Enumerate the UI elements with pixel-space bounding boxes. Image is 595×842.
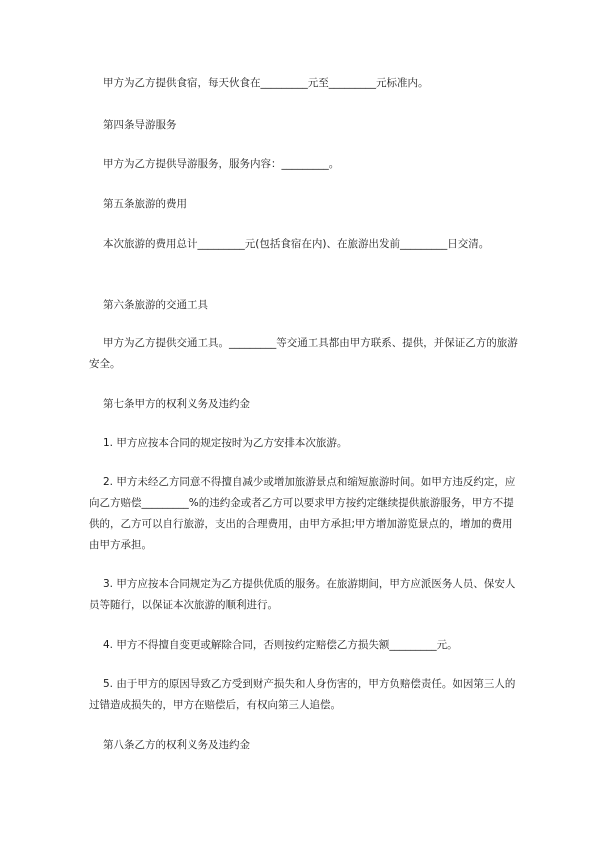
guide-service-clause: 甲方为乙方提供导游服务，服务内容：_________。 [103, 158, 340, 170]
article-8-heading: 第八条乙方的权利义务及违约金 [103, 739, 250, 751]
travel-fee-clause: 本次旅游的费用总计_________元(包括食宿在内)、在旅游出发前_________日交清。 [103, 238, 490, 250]
party-a-item-1: 1. 甲方应按本合同的规定按时为乙方安排本次旅游。 [103, 437, 348, 449]
party-a-item-2: 2. 甲方未经乙方同意不得擅自减少或增加旅游景点和缩短旅游时间。如甲方违反约定，应向乙方赔偿_________%的违约金或者乙方可以要求甲方按约定继续提供旅游服务，甲方不提供的，乙方可以自行旅游，支出的合理费用，由甲方承担;甲方增加游览景点的，增加的费用由甲方承担。 [89, 476, 516, 551]
article-6-heading: 第六条旅游的交通工具 [103, 299, 208, 311]
article-4-heading: 第四条导游服务 [103, 119, 177, 131]
meal-standard-clause: 甲方为乙方提供食宿，每天伙食在_________元至_________元标准内。 [103, 77, 429, 89]
transport-clause: 甲方为乙方提供交通工具。_________等交通工具都由甲方联系、提供，并保证乙方的旅游安全。 [89, 337, 518, 370]
article-5-heading: 第五条旅游的费用 [103, 198, 187, 210]
party-a-item-3: 3. 甲方应按本合同规定为乙方提供优质的服务。在旅游期间，甲方应派医务人员、保安人员等随行，以保证本次旅游的顺利进行。 [89, 578, 516, 611]
party-a-item-4: 4. 甲方不得擅自变更或解除合同，否则按约定赔偿乙方损失额_________元。 [103, 639, 458, 651]
party-a-item-5: 5. 由于甲方的原因导致乙方受到财产损失和人身伤害的，甲方负赔偿责任。如因第三人的过错造成损失的，甲方在赔偿后，有权向第三人追偿。 [89, 678, 516, 711]
article-7-heading: 第七条甲方的权利义务及违约金 [103, 398, 250, 410]
